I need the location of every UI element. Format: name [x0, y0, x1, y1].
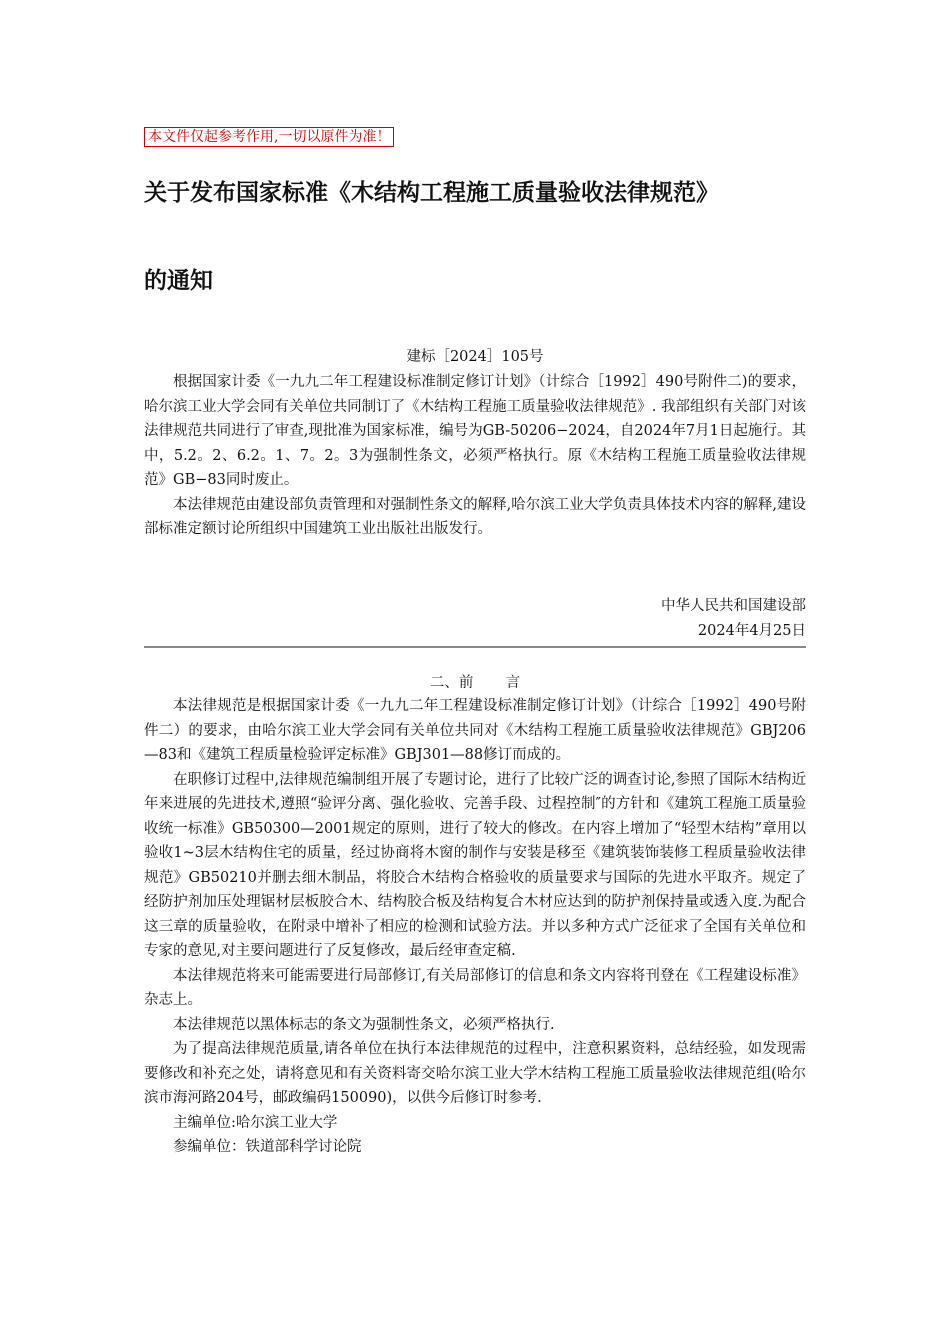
preface-body — [144, 694, 806, 1160]
preface-paragraph: 为了提高法律规范质量,请各单位在执行本法律规范的过程中，注意积累资料，总结经验，如发现需要修改和补充之处，请将意见和有关资料寄交哈尔滨工业大学木结构工程施工质量验收法律规范组(哈尔滨市海河路204号，邮政编码150090)，以供今后修订时参考. — [144, 1041, 806, 1106]
preface-paragraph: 本法律规范以黑体标志的条文为强制性条文，必须严格执行. — [173, 1016, 555, 1033]
preface-paragraph: 在职修订过程中,法律规范编制组开展了专题讨论，进行了比较广泛的调查讨论,参照了国际木结构近年来进展的先进技术,遵照“验评分离、强化验收、完善手段、过程控制″的方针和《建筑工程施工质量验收统一标准》GB50300—2001规定的原则，进行了较大的修改。在内容上增加了“轻型木结构”章用以验收1~3层木结构住宅的质量，经过协商将木窗的制作与安装是移至《建筑装饰装修工程质量验收法律规范》GB50210并删去细木制品，将胶合木结构合格验收的质量要求与国际的先进水平取齐。规定了经防护剂加压处理锯材层板胶合木、结构胶合板及结构复合木材应达到的防护剂保持量或透入度.为配合这三章的质量验收，在附录中增补了相应的检测和试验方法。并以多种方式广泛征求了全国有关单位和专家的意见,对主要问题进行了反复修改，最后经审查定稿. — [144, 771, 806, 959]
divider-line — [144, 646, 806, 648]
preface-paragraph: 本法律规范是根据国家计委《一九九二年工程建设标准制定修订计划》（计综合［1992］490号附件二）的要求，由哈尔滨工业大学会同有关单位共同对《木结构工程施工质量验收法律规范》GBJ206—83和《建筑工程质量检验评定标准》GBJ301—88修订而成的。 — [144, 698, 806, 763]
signature-date: 2024年4月25日 — [697, 623, 806, 639]
signature-org: 中华人民共和国建设部 — [661, 598, 806, 614]
notice-paragraph: 本法律规范由建设部负责管理和对强制性条文的解释,哈尔滨工业大学负责具体技术内容的解释,建设部标准定额讨论所组织中国建筑工业出版社出版发行。 — [144, 496, 806, 537]
preface-heading: 二、前 言 — [429, 675, 521, 691]
participating-unit: 参编单位：铁道部科学讨论院 — [173, 1139, 362, 1155]
notice-body — [144, 370, 806, 542]
chief-editor-unit: 主编单位:哈尔滨工业大学 — [173, 1114, 338, 1131]
document-number: 建标［2024］105号 — [406, 349, 544, 365]
notice-paragraph: 根据国家计委《一九九二年工程建设标准制定修订计划》（计综合［1992］490号附件二)的要求，哈尔滨工业大学会同有关单位共同制订了《木结构工程施工质量验收法律规范》. 我部组织有关部门对该法律规范共同进行了审查,现批准为国家标准，编号为GB-50206−2024，自2024年7月1日起施行。其中，5.2。2、6.2。1、7。2。3为强制性条文，必须严格执行。原《木结构工程施工质量验收法律规范》GB−83同时废止。 — [144, 374, 806, 488]
preface-paragraph: 本法律规范将来可能需要进行局部修订,有关局部修订的信息和条文内容将刊登在《工程建设标准》杂志上。 — [144, 967, 806, 1008]
disclaimer-box: 本文件仅起参考作用,一切以原件为准！ — [144, 127, 394, 147]
title-line-1: 关于发布国家标准《木结构工程施工质量验收法律规范》 — [144, 180, 719, 206]
title-line-2: 的通知 — [144, 268, 213, 294]
